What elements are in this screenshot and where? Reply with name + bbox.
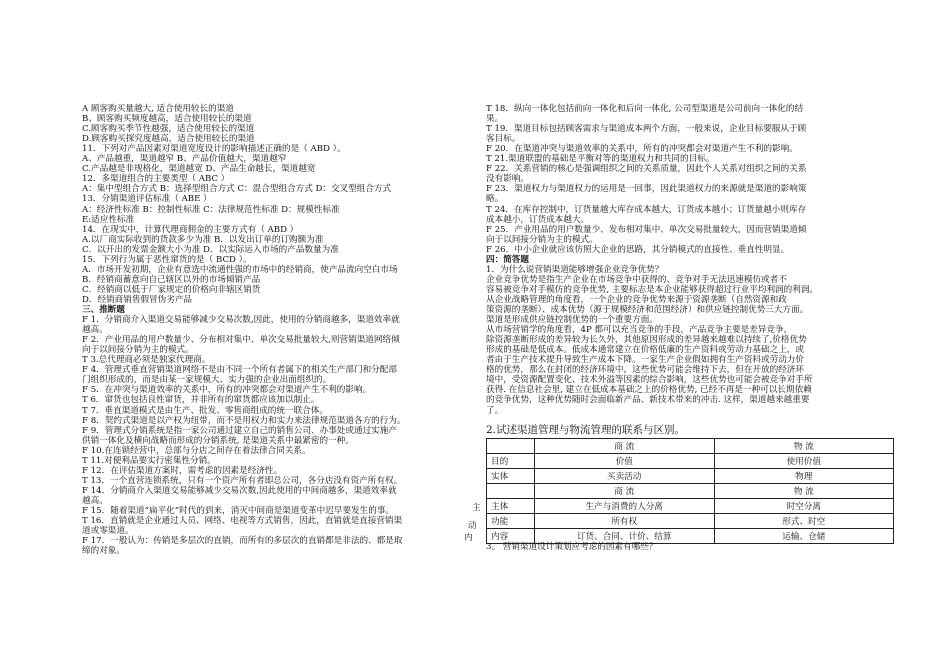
left-text-line: 15．下列行为属于恶性窜货的是（ BCD ）。: [82, 254, 252, 265]
question-2-heading: 2.试述渠道管理与物流管理的联系与区别。: [486, 424, 686, 436]
margin-char: 内: [464, 533, 473, 543]
right-text-line: F 22．关系营销的核心是强调组织之间的关系质量，因此个人关系对组织之间的关系: [486, 164, 807, 175]
left-text-line: F 17．一般认为：传销是多层次的直销，而所有的多层次的直销都是非法的、都是取: [82, 536, 403, 547]
right-text-line: 形成的基础是低成本。低成本通常建立在价格低廉的生产资料或劳动力基础之上，或: [486, 345, 804, 356]
right-text-line: 果。: [486, 114, 504, 125]
left-text-line: 供销一体化及横向战略而形成的分销系统, 是渠道关系中最紧密的一种。: [82, 435, 354, 446]
left-text-line: F 1．分销商介入渠道交易能够减少交易次数,因此，使用的分销商越多，渠道效率就: [82, 315, 400, 326]
right-text-line: 成本越小，订货成本越大。: [486, 214, 590, 225]
table-cell: 生产与消费的人分离: [534, 499, 714, 514]
right-text-line: 从市场营销学的角度看，4P 都可以充当竞争的手段，产品竞争主要是差异竞争，: [486, 325, 793, 336]
left-column: [82, 0, 482, 672]
row-header-cell: [487, 439, 535, 454]
left-text-line: 道或零渠道。: [82, 526, 134, 537]
left-text-line: B．经销商蓄意向自己辖区以外的市场倾销产品: [82, 274, 261, 285]
left-text-line: F 14．分销商介入渠道交易能够减少交易次数,因此使用的中间商越多，渠道效率就: [82, 485, 397, 496]
right-text-line: F 26．中小企业就应该仿照大企业的思路，其分销模式的直接性、垂直性明显。: [486, 244, 790, 255]
left-text-line: F 4．管理式垂直营销渠道网络不是由不同一个所有者属下的相关生产部门和分配部: [82, 365, 397, 376]
row-header-cell: 目的: [487, 454, 535, 469]
table-row: [487, 514, 894, 529]
left-text-line: 缔的对象。: [82, 546, 125, 557]
right-text-line: 境中，受资源配置变化、技术外溢等因素的综合影响，这些优势也可能会被竞争对手所: [486, 375, 813, 386]
right-text-line: 的竞争优势，这种优势随时会面临新产品、新技术带来的冲击. 这样，渠道越来越重要: [486, 395, 810, 406]
left-text-line: T 13．一个直营连锁系统，只有一个资产所有者即总公司，各分店没有资产所有权。: [82, 475, 403, 486]
left-text-line: F 10.在连锁经营中，总部与分店之间存在着法律合同关系。: [82, 445, 311, 456]
left-text-line: F 12．在评估渠道方案时，需考虑的因素是经济性。: [82, 465, 283, 476]
left-text-line: C．经销商以低于厂家规定的价格向非辖区销货: [82, 284, 261, 295]
right-text-line: F 25．产业用品的用户数量少、发布相对集中、单次交易批量较大，因而营销渠道倾: [486, 224, 807, 235]
right-text-line: 了。: [486, 405, 504, 416]
table-cell: 物理: [714, 469, 893, 484]
right-text-line: T 24．在库存控制中，订货量越大库存成本越大，订货成本越小；订货量越小则库存: [486, 204, 807, 215]
right-text-line: 客目标。: [486, 134, 521, 145]
table-cell: 使用价值: [714, 454, 893, 469]
left-text-line: B、顾客购买频度越高，适合使用较长的渠道: [82, 114, 252, 125]
table-cell: 订货、合同、计价、结算: [534, 529, 714, 544]
right-text-line: 1．为什么说营销渠道能够增强企业竞争优势？: [486, 264, 664, 275]
table-cell: 时空分离: [714, 499, 893, 514]
left-text-line: T 3.总代理商必须是独家代理商。: [82, 355, 211, 366]
table-row: [487, 469, 894, 484]
right-text-line: F 23．渠道权力与渠道权力的运用是一回事，因此渠道权力的来源就是渠道的影响策: [486, 184, 807, 195]
left-text-line: 三、推断题: [82, 305, 125, 315]
left-text-line: C.产品越是非规格化，渠道越宽 D、产品生命越长，渠道越宽: [82, 164, 316, 175]
row-header-cell: 实体: [487, 469, 535, 484]
right-text-line: T 21.渠道联盟的基础是平衡对等的渠道权力和共同的目标。: [486, 154, 715, 165]
table-cell: 物 流: [714, 484, 893, 499]
right-text-line: 向于以间接分销为主的模式。: [486, 234, 598, 245]
table-cell: 买卖活动: [534, 469, 714, 484]
left-text-line: F 8．契约式渠道是以产权为纽带，而不是用权力和实力来法律规范渠道各方的行为。: [82, 415, 406, 426]
left-text-line: T 7．垂直渠道模式是由生产、批发、零售商组成的统一联合体。: [82, 405, 328, 416]
table-row: [487, 439, 894, 454]
question-3-heading: 3。 营销渠道设计策划应考虑的因素有哪些？: [486, 542, 658, 552]
table-cell: 运输、仓储: [714, 529, 893, 544]
left-text-line: F 9．管理式分销系统是指一家公司通过建立自己的销售公司、办事处或通过实施产: [82, 425, 397, 436]
left-text-line: 14．在现实中，计算代理商佣金的主要方式有（ ABD ）: [82, 224, 299, 235]
left-text-line: 12．多渠道组合的主要类型（ ABC ）: [82, 174, 230, 185]
row-header-cell: 主体: [487, 499, 535, 514]
right-text-line: 容易被竞争对手模仿的竞争优势, 主要标志是本企业能够获得超过行业平均利润的利润。: [486, 284, 819, 295]
right-text-line: T 18．纵向一体化包括前向一体化和后向一体化, 公司型渠道是公司前向一体化的结: [486, 104, 804, 114]
left-text-line: F 15．随着渠道“扁平化”时代的到来，消灭中间商是渠道变革中迟早要发生的事。: [82, 506, 395, 516]
left-text-line: 11．下列对产品因素对渠道宽度设计的影响描述正确的是（ ABD ）。: [82, 144, 346, 155]
left-text-line: 越高。: [82, 495, 108, 506]
right-text-line: 从企业战略管理的角度看，一个企业的竞争优势来源于资源垄断（自然资源和政: [486, 294, 787, 305]
right-text-line: 获得. 在信息社会里, 建立在低成本基础之上的价格优势, 已经不再是一种可以长期依赖: [486, 385, 812, 396]
table-cell: 商 流: [534, 484, 714, 499]
left-text-line: A 顾客购买量越大, 适合使用较长的渠道: [82, 104, 234, 114]
left-text-line: D.顾客购买探究度越高，适合使用较长的渠道: [82, 134, 255, 145]
table-row: [487, 499, 894, 514]
comparison-table: [486, 438, 894, 544]
right-text-line: 略。: [486, 194, 504, 205]
table-cell: 所有权: [534, 514, 714, 529]
table-cell: 形式、时空: [714, 514, 893, 529]
right-text-line: 渠道是形成供应链控制优势的一个重要方面。: [486, 315, 658, 326]
right-text-line: F 20．在渠道冲突与渠道效率的关系中，所有的冲突都会对渠道产生不利的影响。: [486, 144, 798, 155]
right-text-line: 没有影响。: [486, 174, 529, 185]
left-text-line: A.以厂商实际收到的货款多少为准 B．以发出订单的订购额为准: [82, 234, 324, 245]
left-text-line: C．以开出的发票金额大小为准 D．以实际运入市场的产品数量为准: [82, 244, 339, 255]
left-text-line: A：集中型组合方式 B：选择型组合方式 C：混合型组合方式 D：交叉型组合方式: [82, 184, 392, 195]
margin-char: 主: [472, 503, 481, 513]
left-text-line: F 5．在冲突与渠道效率的关系中，所有的冲突都会对渠道产生不利的影响。: [82, 385, 372, 396]
left-text-line: 13．分销渠道评估标准（ ABE ）: [82, 194, 212, 205]
left-text-line: E:适应性标准: [82, 214, 135, 225]
margin-char: 动: [468, 521, 477, 531]
left-text-line: A．市场开发初期，企业有意选中流通性强的市场中的经销商，使产品流向空白市场: [82, 264, 398, 275]
left-text-line: D．经销商销售假冒伪劣产品: [82, 294, 193, 305]
table-cell: 商 流: [534, 439, 714, 454]
right-text-line: 企业竞争优势是指生产企业在市场竞争中获得的、竞争对手无法迅速模仿或者不: [486, 274, 787, 285]
right-text-line: 者由于生产技术提升导致生产成本下降。一家生产企业假如拥有生产资料或劳动力价: [486, 355, 804, 366]
left-text-line: A：经济性标准 B：控制性标准 C：法律规范性标准 D：规模性标准: [82, 204, 340, 215]
left-text-line: 越高。: [82, 325, 108, 336]
table-cell: 物 流: [714, 439, 893, 454]
table-row: [487, 454, 894, 469]
right-text-line: T 19．渠道目标包括顾客需求与渠道成本两个方面，一般来说，企业目标要服从于顾: [486, 124, 807, 135]
row-header-cell: 功能: [487, 514, 535, 529]
table-cell: 价值: [534, 454, 714, 469]
row-header-cell: 内容: [487, 529, 535, 544]
right-text-line: 四：简答题: [486, 254, 529, 265]
left-text-line: C.顾客购买季节性越强，适合使用较长的渠道: [82, 124, 255, 135]
left-text-line: T 11.对便利品要实行密集性分销。: [82, 455, 216, 466]
left-text-line: 门组织形成的，而是由某一家规模大、实力强的企业出面组织的。: [82, 375, 332, 386]
right-text-line: 策资源的垄断）、成本优势（源于规模经济和范围经济）和供应链控制优势三大方面。: [486, 305, 809, 315]
left-text-line: F 2．产业用品的用户数量少、分布相对集中、单次交易批量较大,则营销渠道网络倾: [82, 335, 400, 346]
right-column: [484, 0, 904, 672]
left-text-line: T 16．直销就是企业通过人员、网络、电视等方式销售，因此，直销就是直接营销渠: [82, 516, 403, 527]
right-text-line: 除资源垄断形成的差异较为长久外，其他原因形成的差异越来越难以持续了,价格优势: [486, 335, 807, 346]
left-text-line: A、产品越重，渠道越窄 B、产品价值越大，渠道越窄: [82, 154, 287, 165]
left-text-line: T 6．窜货也包括良性窜货，并非所有的窜货都应该加以制止。: [82, 395, 320, 406]
table-row: [487, 484, 894, 499]
right-text-line: 格的优势，那么在封闭的经济环境中，这些优势可能会维持下去，但在开放的经济环: [486, 365, 804, 376]
row-header-cell: [487, 484, 535, 499]
left-text-line: 向于以间接分销为主的模式。: [82, 345, 194, 356]
